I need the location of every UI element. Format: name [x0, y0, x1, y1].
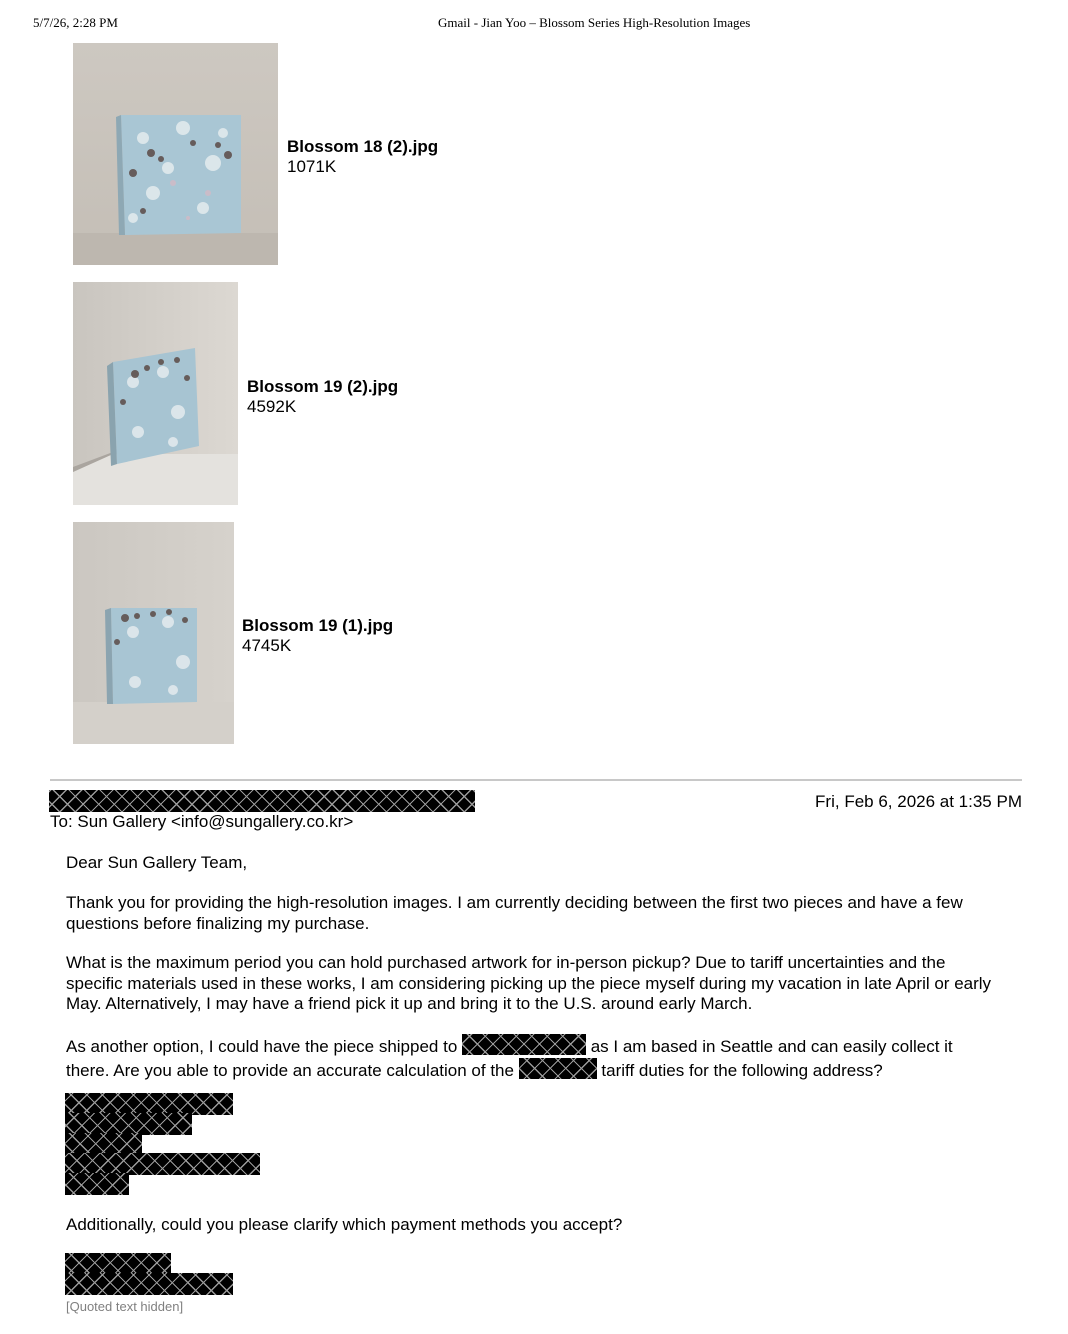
greeting: Dear Sun Gallery Team,: [66, 853, 248, 872]
print-header: [0, 0, 1068, 34]
redacted-location: [462, 1034, 586, 1055]
redacted-address-line: [65, 1133, 142, 1155]
attachment-name[interactable]: Blossom 19 (1).jpg: [242, 616, 394, 635]
paragraph-3-text-b: as I am based in Seattle and can easily collect it there. Are you able to provide an accurate calculation of the: [66, 1037, 953, 1080]
attachment-blossom-18-2[interactable]: [73, 43, 453, 265]
message-divider: [50, 779, 1022, 781]
attachment-meta: [247, 377, 398, 417]
message-date: Fri, Feb 6, 2026 at 1:35 PM: [815, 792, 1022, 811]
attachment-name[interactable]: Blossom 19 (2).jpg: [247, 377, 399, 396]
redacted-address-line: [65, 1173, 129, 1195]
redacted-address-line: [65, 1153, 260, 1175]
attachment-size: 1071K: [287, 157, 337, 176]
paragraph-3-text-c: tariff duties for the following address?: [596, 1060, 883, 1080]
attachment-thumbnail[interactable]: [73, 282, 238, 505]
attachment-blossom-19-1[interactable]: [73, 522, 413, 744]
body-paragraph-2: What is the maximum period you can hold purchased artwork for in-person pickup? Due to tariff uncertainties and the specific materials used in these works, I am considering picking up the piece myself during my vacation in late April or early May. Alternatively, I may have a friend pick it up and bring it to the U.S. around early March.: [66, 953, 992, 1013]
print-title: Gmail - Jian Yoo – Blossom Series High-Resolution Images: [438, 15, 751, 30]
attachment-size: 4745K: [242, 636, 292, 655]
attachment-blossom-19-2[interactable]: [73, 282, 413, 505]
attachment-thumbnail[interactable]: [73, 43, 278, 265]
attachment-name[interactable]: Blossom 18 (2).jpg: [287, 137, 439, 156]
body-paragraph-4: Additionally, could you please clarify which payment methods you accept?: [66, 1215, 623, 1234]
redacted-sender: [49, 790, 475, 812]
redacted-signature-line: [65, 1273, 233, 1295]
recipient-line: To: Sun Gallery <info@sungallery.co.kr>: [50, 812, 354, 831]
quoted-text-hidden[interactable]: [Quoted text hidden]: [66, 1299, 184, 1314]
redacted-signature-line: [65, 1253, 171, 1275]
redacted-address-line: [65, 1093, 233, 1115]
redacted-country: [519, 1058, 597, 1079]
body-paragraph-1: Thank you for providing the high-resolution images. I am currently deciding between the first two pieces and have a few questions before finalizing my purchase.: [66, 893, 963, 933]
print-datetime: 5/7/26, 2:28 PM: [33, 15, 118, 30]
body-paragraph-3: [66, 1034, 996, 1081]
redacted-address-line: [65, 1113, 192, 1135]
attachment-thumbnail[interactable]: [73, 522, 234, 744]
paragraph-3-text-a: As another option, I could have the piece shipped to: [66, 1037, 462, 1056]
attachment-size: 4592K: [247, 397, 297, 416]
attachment-meta: [287, 137, 438, 177]
attachment-meta: [242, 616, 393, 656]
